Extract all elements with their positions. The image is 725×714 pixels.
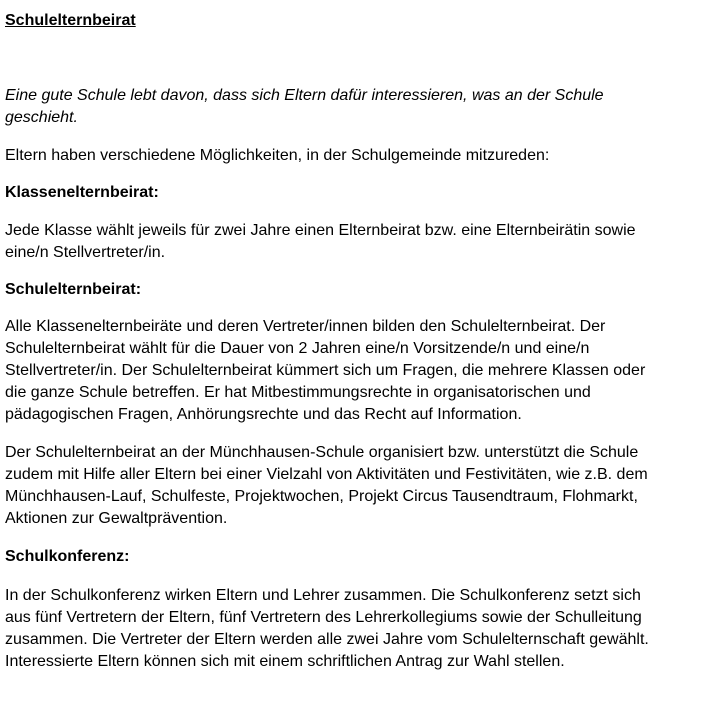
paragraph-line: In der Schulkonferenz wirken Eltern und Lehrer zusammen. Die Schulkonferenz setzt sich [5,587,641,604]
paragraph-line: zusammen. Die Vertreter der Eltern werden alle zwei Jahre vom Schulelternschaft gewählt. [5,631,649,648]
paragraph-line: eine/n Stellvertreter/in. [5,244,166,261]
paragraph-line: Jede Klasse wählt jeweils für zwei Jahre einen Elternbeirat bzw. eine Elternbeirätin sowie [5,222,636,239]
paragraph-line: Der Schulelternbeirat an der Münchhausen-Schule organisiert bzw. unterstützt die Schule [5,444,639,461]
section-heading-schulelternbeirat: Schulelternbeirat: [5,281,142,298]
paragraph-line: aus fünf Vertretern der Eltern, fünf Vertretern des Lehrerkollegiums sowie der Schulleitung [5,609,642,626]
intro-paragraph [5,85,715,129]
intro-line: Eine gute Schule lebt davon, dass sich Eltern dafür interessieren, was an der Schule [5,87,604,104]
lead-paragraph [5,145,715,167]
paragraph-line: Alle Klassenelternbeiräte und deren Vertreter/innen bilden den Schulelternbeirat. Der [5,318,606,335]
paragraph-line: Münchhausen-Lauf, Schulfeste, Projektwochen, Projekt Circus Tausendtraum, Flohmarkt, [5,488,638,505]
lead-line: Eltern haben verschiedene Möglichkeiten, in der Schulgemeinde mitzureden: [5,147,550,164]
section-paragraph [5,442,715,530]
paragraph-line: Interessierte Eltern können sich mit einem schriftlichen Antrag zur Wahl stellen. [5,653,565,670]
section-paragraph [5,316,715,426]
intro-line: geschieht. [5,109,78,126]
paragraph-line: Schulelternbeirat wählt für die Dauer von 2 Jahren eine/n Vorsitzende/n und eine/n [5,340,590,357]
paragraph-line: zudem mit Hilfe aller Eltern bei einer Vielzahl von Aktivitäten und Festivitäten, wie z.B. dem [5,466,648,483]
section-heading-schulkonferenz: Schulkonferenz: [5,548,130,565]
section-paragraph [5,585,715,673]
section-heading-klassenelternbeirat: Klassenelternbeirat: [5,184,159,201]
page-title: Schulelternbeirat [5,12,136,29]
paragraph-line: die ganze Schule betreffen. Er hat Mitbestimmungsrechte in organisatorischen und [5,384,591,401]
section-paragraph [5,220,715,264]
paragraph-line: Stellvertreter/in. Der Schulelternbeirat kümmert sich um Fragen, die mehrere Klassen oder [5,362,646,379]
paragraph-line: pädagogischen Fragen, Anhörungsrechte und das Recht auf Information. [5,406,522,423]
paragraph-line: Aktionen zur Gewaltprävention. [5,510,228,527]
